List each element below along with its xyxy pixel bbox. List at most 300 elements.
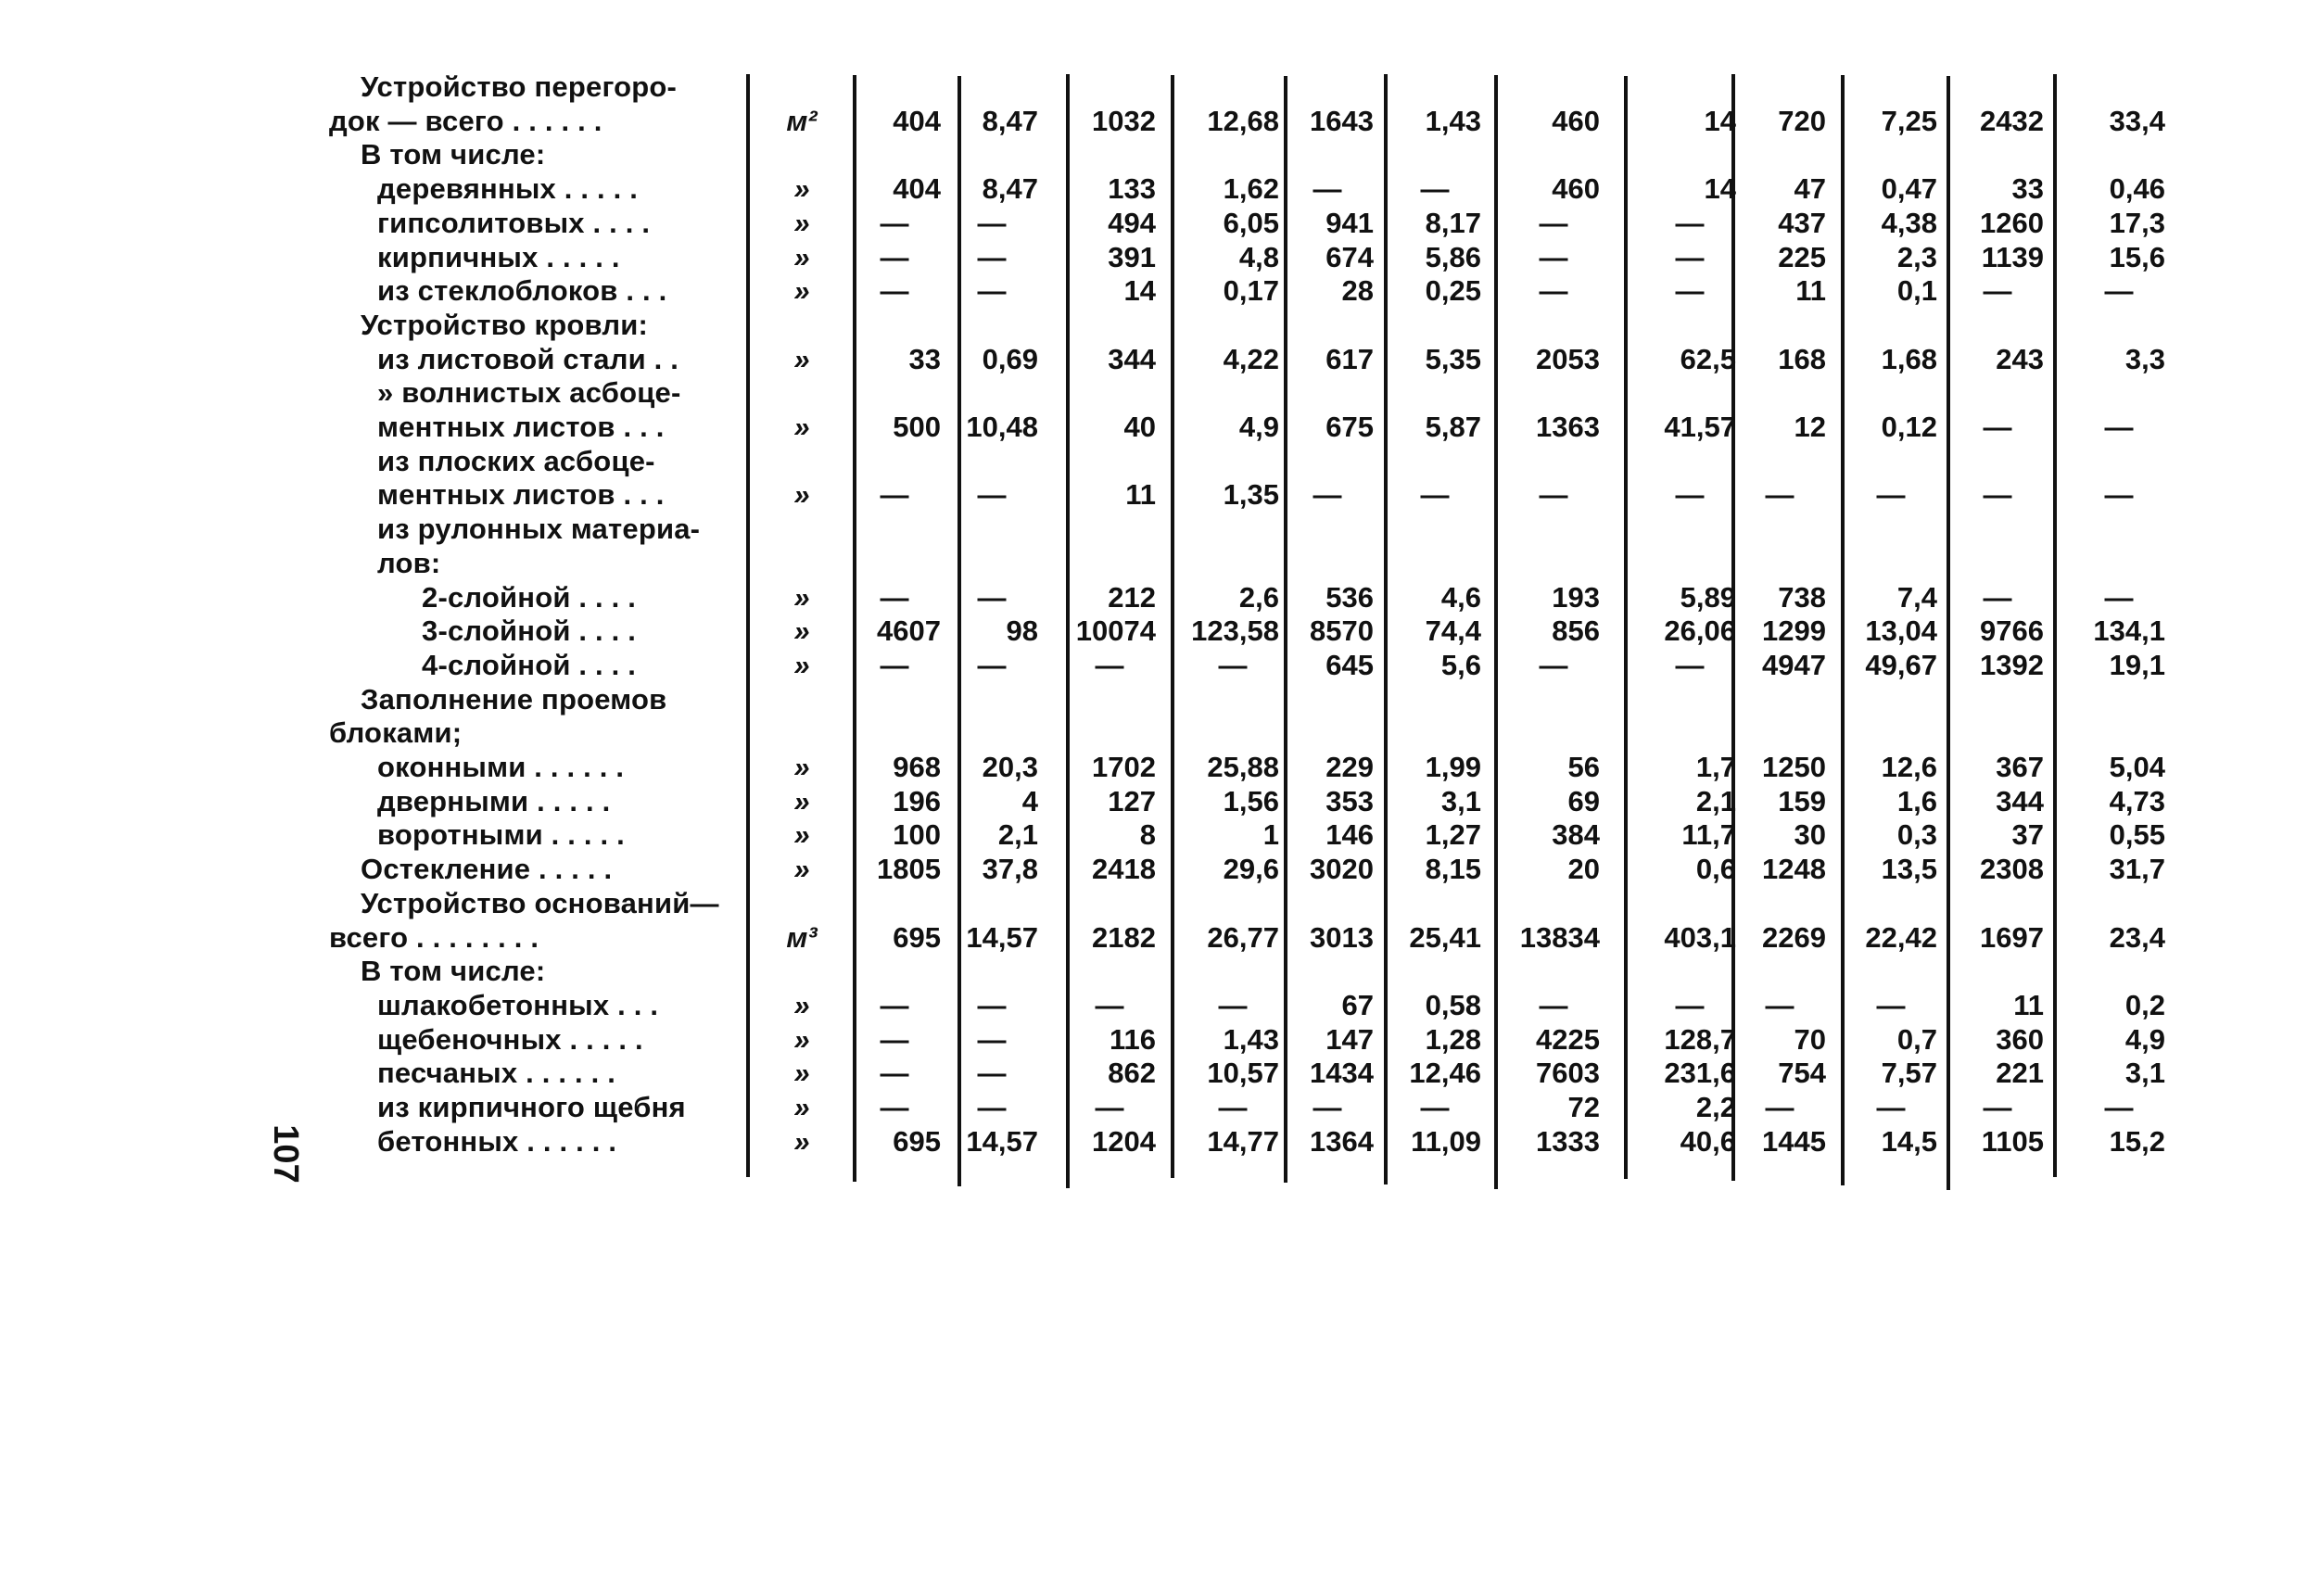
value-cell: 353 (1325, 784, 1374, 817)
value-cell: — (977, 1057, 1007, 1090)
value-cell: 231,6 (1664, 1057, 1736, 1090)
value-cell: 7603 (1536, 1057, 1600, 1090)
table-row (0, 478, 2308, 512)
value-cell: 30 (1794, 818, 1826, 852)
value-cell: — (1876, 1091, 1906, 1123)
value-cell: 14 (1123, 274, 1156, 308)
row-label: блоками; (329, 716, 463, 750)
value-cell: — (1218, 988, 1248, 1021)
value-cell: 56 (1567, 751, 1600, 783)
table-row (0, 887, 2308, 920)
unit-cell: » (793, 614, 810, 648)
value-cell: 5,86 (1425, 240, 1481, 273)
table-row (0, 241, 2308, 274)
value-cell: 1702 (1092, 751, 1156, 783)
value-cell: 2,3 (1896, 240, 1937, 273)
unit-cell: » (793, 818, 810, 852)
row-label: дверными . . . . . (377, 784, 611, 817)
value-cell: — (977, 1091, 1007, 1123)
value-cell: 13,04 (1865, 614, 1937, 648)
table-row (0, 989, 2308, 1022)
value-cell: 754 (1778, 1057, 1826, 1090)
value-cell: 5,6 (1440, 648, 1481, 681)
value-cell: 856 (1552, 614, 1600, 648)
row-label: Остекление . . . . . (361, 853, 613, 886)
value-cell: 72 (1567, 1091, 1600, 1123)
value-cell: 23,4 (2109, 920, 2165, 954)
value-cell: 0,58 (1425, 988, 1481, 1021)
value-cell: 47 (1794, 172, 1826, 206)
table-row (0, 1091, 2308, 1124)
value-cell: 1260 (1980, 206, 2044, 239)
value-cell: 25,41 (1409, 920, 1481, 954)
value-cell: 133 (1108, 172, 1156, 206)
value-cell: 12,46 (1409, 1057, 1481, 1090)
table-row (0, 445, 2308, 478)
value-cell: 15,6 (2109, 240, 2165, 273)
value-cell: 225 (1778, 240, 1826, 273)
value-cell: 13834 (1519, 920, 1600, 954)
value-cell: — (1983, 580, 2012, 614)
value-cell: 403,1 (1664, 920, 1736, 954)
value-cell: 11 (1795, 274, 1826, 308)
value-cell: 146 (1325, 818, 1374, 852)
table-row (0, 105, 2308, 138)
unit-cell: » (793, 784, 810, 817)
value-cell: 460 (1552, 104, 1600, 137)
unit-cell: » (793, 648, 810, 681)
value-cell: — (1095, 1091, 1124, 1123)
value-cell: 100 (893, 818, 941, 852)
value-cell: 13,5 (1881, 853, 1937, 886)
value-cell: — (1675, 988, 1705, 1021)
value-cell: 2,1 (1695, 784, 1736, 817)
value-cell: 0,55 (2109, 818, 2165, 852)
value-cell: 2269 (1762, 920, 1826, 954)
table-row (0, 955, 2308, 988)
value-cell: 29,6 (1223, 853, 1279, 886)
value-cell: — (2104, 411, 2134, 443)
row-label: лов: (377, 546, 441, 579)
value-cell: 0,69 (982, 342, 1038, 375)
row-label: из рулонных материа- (377, 513, 701, 546)
value-cell: 1805 (877, 853, 941, 886)
value-cell: 0,25 (1425, 274, 1481, 308)
row-label: Устройство оснований— (361, 886, 719, 919)
table-row (0, 309, 2308, 342)
value-cell: 123,58 (1191, 614, 1279, 648)
table-row (0, 343, 2308, 376)
value-cell: 384 (1552, 818, 1600, 852)
table-row (0, 1023, 2308, 1057)
value-cell: — (1095, 648, 1124, 681)
unit-cell: » (793, 751, 810, 783)
row-label: Устройство кровли: (361, 308, 649, 341)
value-cell: 1363 (1536, 411, 1600, 443)
value-cell: 8570 (1310, 614, 1374, 648)
value-cell: 7,4 (1896, 580, 1937, 614)
value-cell: 5,87 (1425, 411, 1481, 443)
value-cell: 2053 (1536, 342, 1600, 375)
value-cell: — (1876, 988, 1906, 1021)
unit-cell: » (793, 478, 810, 512)
value-cell: 26,77 (1207, 920, 1279, 954)
row-label: из листовой стали . . (377, 342, 679, 375)
row-label: деревянных . . . . . (377, 172, 639, 206)
value-cell: — (1675, 478, 1705, 512)
value-cell: 2182 (1092, 920, 1156, 954)
value-cell: 2418 (1092, 853, 1156, 886)
value-cell: — (2104, 478, 2134, 512)
value-cell: 494 (1108, 206, 1156, 239)
value-cell: — (2104, 1091, 2134, 1123)
value-cell: 720 (1778, 104, 1826, 137)
value-cell: — (1420, 1091, 1450, 1123)
row-label: кирпичных . . . . . (377, 240, 620, 273)
table-row (0, 751, 2308, 784)
value-cell: 2432 (1980, 104, 2044, 137)
value-cell: — (1539, 648, 1568, 681)
value-cell: — (880, 1057, 909, 1090)
value-cell: 2,1 (997, 818, 1038, 852)
row-label: Устройство перегоро- (361, 70, 678, 103)
value-cell: 20,3 (982, 751, 1038, 783)
table-row (0, 785, 2308, 818)
value-cell: 14,77 (1207, 1124, 1279, 1158)
value-cell: 116 (1109, 1022, 1156, 1056)
value-cell: 14,57 (966, 920, 1038, 954)
row-label: из стеклоблоков . . . (377, 274, 667, 308)
value-cell: 3013 (1310, 920, 1374, 954)
value-cell: 1434 (1310, 1057, 1374, 1090)
value-cell: 4607 (877, 614, 941, 648)
value-cell: 1105 (1981, 1124, 2044, 1158)
value-cell: 1,68 (1881, 342, 1937, 375)
value-cell: 4,22 (1223, 342, 1279, 375)
value-cell: 12,68 (1207, 104, 1279, 137)
value-cell: 0,1 (1896, 274, 1937, 308)
value-cell: 33 (908, 342, 941, 375)
value-cell: — (1983, 274, 2012, 308)
row-label: щебеночных . . . . . (377, 1022, 643, 1056)
value-cell: 2308 (1980, 853, 2044, 886)
row-label: 2-слойной . . . . (422, 580, 637, 614)
row-label: Заполнение проемов (361, 682, 667, 716)
value-cell: 1697 (1980, 920, 2044, 954)
value-cell: 4,8 (1238, 240, 1279, 273)
table-row (0, 1125, 2308, 1159)
value-cell: 500 (893, 411, 941, 443)
value-cell: — (1675, 274, 1705, 308)
value-cell: 11 (2013, 988, 2044, 1021)
value-cell: 14,5 (1881, 1124, 1937, 1158)
value-cell: 4,9 (1238, 411, 1279, 443)
value-cell: 7,57 (1881, 1057, 1937, 1090)
value-cell: 8,47 (982, 172, 1038, 206)
value-cell: 3020 (1310, 853, 1374, 886)
table-row (0, 1057, 2308, 1090)
value-cell: 645 (1325, 648, 1374, 681)
row-label: из плоских асбоце- (377, 444, 655, 477)
value-cell: 10,57 (1207, 1057, 1279, 1090)
value-cell: — (1675, 240, 1705, 273)
value-cell: — (977, 206, 1007, 239)
table-row (0, 649, 2308, 682)
value-cell: 6,05 (1223, 206, 1279, 239)
value-cell: 10,48 (966, 411, 1038, 443)
value-cell: 617 (1325, 342, 1374, 375)
value-cell: 1333 (1536, 1124, 1600, 1158)
value-cell: 4225 (1536, 1022, 1600, 1056)
value-cell: 1643 (1310, 104, 1374, 137)
value-cell: 31,7 (2109, 853, 2165, 886)
row-label: В том числе: (361, 955, 546, 988)
value-cell: — (977, 580, 1007, 614)
value-cell: — (880, 580, 909, 614)
value-cell: 0,17 (1223, 274, 1279, 308)
value-cell: — (1095, 988, 1124, 1021)
value-cell: — (977, 240, 1007, 273)
value-cell: 1,62 (1223, 172, 1279, 206)
row-label: В том числе: (361, 138, 546, 171)
value-cell: 14 (1704, 172, 1736, 206)
table-row (0, 513, 2308, 546)
value-cell: — (1218, 1091, 1248, 1123)
value-cell: 0,2 (2124, 988, 2165, 1021)
table-row (0, 274, 2308, 308)
table-row (0, 547, 2308, 580)
value-cell: 1 (1262, 818, 1279, 852)
value-cell: 212 (1108, 580, 1156, 614)
value-cell: 4 (1021, 784, 1038, 817)
table-row (0, 716, 2308, 750)
row-label: гипсолитовых . . . . (377, 206, 651, 239)
value-cell: 8 (1139, 818, 1156, 852)
value-cell: 33 (2011, 172, 2044, 206)
value-cell: — (1313, 478, 1342, 512)
value-cell: 2,6 (1238, 580, 1279, 614)
row-label: всего . . . . . . . . (329, 920, 539, 954)
value-cell: 1,27 (1425, 818, 1481, 852)
row-label: бетонных . . . . . . (377, 1124, 617, 1158)
row-label: шлакобетонных . . . (377, 988, 659, 1021)
value-cell: — (1420, 172, 1450, 206)
value-cell: 941 (1325, 206, 1374, 239)
value-cell: 344 (1108, 342, 1156, 375)
value-cell: 26,06 (1664, 614, 1736, 648)
unit-cell: » (793, 342, 810, 375)
value-cell: 1204 (1092, 1124, 1156, 1158)
value-cell: — (1983, 411, 2012, 443)
value-cell: 20 (1567, 853, 1600, 886)
value-cell: 0,3 (1896, 818, 1937, 852)
value-cell: 0,12 (1881, 411, 1937, 443)
value-cell: 67 (1341, 988, 1374, 1021)
value-cell: 738 (1778, 580, 1826, 614)
value-cell: 19,1 (2109, 648, 2165, 681)
unit-cell: » (793, 206, 810, 239)
value-cell: 1,43 (1223, 1022, 1279, 1056)
value-cell: — (1675, 648, 1705, 681)
table-row (0, 172, 2308, 206)
table-row (0, 70, 2308, 104)
row-label: 4-слойной . . . . (422, 648, 637, 681)
value-cell: 404 (893, 172, 941, 206)
value-cell: 134,1 (2093, 614, 2165, 648)
value-cell: 536 (1325, 580, 1374, 614)
unit-cell: » (793, 988, 810, 1021)
value-cell: 8,15 (1425, 853, 1481, 886)
value-cell: 1364 (1310, 1124, 1374, 1158)
unit-cell: м³ (786, 920, 818, 954)
value-cell: 62,5 (1680, 342, 1736, 375)
value-cell: — (1420, 478, 1450, 512)
table-row (0, 614, 2308, 648)
value-cell: — (1539, 478, 1568, 512)
value-cell: 1,6 (1896, 784, 1937, 817)
value-cell: 168 (1778, 342, 1826, 375)
value-cell: 0,7 (1896, 1022, 1937, 1056)
table-row (0, 376, 2308, 410)
value-cell: 229 (1325, 751, 1374, 783)
value-cell: 360 (1996, 1022, 2044, 1056)
value-cell: 11 (1125, 478, 1156, 512)
unit-cell: » (793, 1057, 810, 1090)
value-cell: — (977, 478, 1007, 512)
value-cell: 196 (893, 784, 941, 817)
row-label: док — всего . . . . . . (329, 104, 602, 137)
unit-cell: » (793, 411, 810, 443)
value-cell: 14,57 (966, 1124, 1038, 1158)
value-cell: 1,35 (1223, 478, 1279, 512)
value-cell: — (977, 1022, 1007, 1056)
value-cell: 12 (1794, 411, 1826, 443)
value-cell: 1,28 (1425, 1022, 1481, 1056)
value-cell: 437 (1778, 206, 1826, 239)
value-cell: — (1765, 478, 1794, 512)
value-cell: 391 (1108, 240, 1156, 273)
value-cell: — (977, 988, 1007, 1021)
value-cell: 243 (1996, 342, 2044, 375)
value-cell: 221 (1996, 1057, 2044, 1090)
table-row (0, 581, 2308, 614)
value-cell: 404 (893, 104, 941, 137)
value-cell: — (1313, 172, 1342, 206)
value-cell: 8,47 (982, 104, 1038, 137)
value-cell: 22,42 (1865, 920, 1937, 954)
value-cell: 674 (1325, 240, 1374, 273)
value-cell: 1032 (1092, 104, 1156, 137)
row-label: оконными . . . . . . (377, 751, 625, 783)
value-cell: 28 (1341, 274, 1374, 308)
value-cell: 9766 (1980, 614, 2044, 648)
value-cell: 344 (1996, 784, 2044, 817)
value-cell: 159 (1778, 784, 1826, 817)
row-label: воротными . . . . . (377, 818, 625, 852)
value-cell: 127 (1108, 784, 1156, 817)
table-row (0, 853, 2308, 886)
value-cell: 37,8 (982, 853, 1038, 886)
value-cell: 1299 (1762, 614, 1826, 648)
value-cell: — (2104, 580, 2134, 614)
value-cell: 70 (1794, 1022, 1826, 1056)
value-cell: — (880, 648, 909, 681)
unit-cell: » (793, 580, 810, 614)
value-cell: — (1876, 478, 1906, 512)
value-cell: — (1765, 988, 1794, 1021)
value-cell: — (977, 648, 1007, 681)
value-cell: 1250 (1762, 751, 1826, 783)
value-cell: 193 (1552, 580, 1600, 614)
value-cell: 14 (1704, 104, 1736, 137)
value-cell: 11,09 (1411, 1124, 1481, 1158)
value-cell: 1,99 (1425, 751, 1481, 783)
value-cell: — (1218, 648, 1248, 681)
value-cell: 5,35 (1425, 342, 1481, 375)
value-cell: — (880, 274, 909, 308)
value-cell: 1,56 (1223, 784, 1279, 817)
value-cell: 10074 (1075, 614, 1156, 648)
value-cell: — (880, 240, 909, 273)
value-cell: 5,89 (1680, 580, 1736, 614)
value-cell: — (880, 1091, 909, 1123)
value-cell: 4,9 (2124, 1022, 2165, 1056)
value-cell: 5,04 (2109, 751, 2165, 783)
table-row (0, 207, 2308, 240)
row-label: » волнистых асбоце- (377, 376, 681, 410)
value-cell: 0,47 (1881, 172, 1937, 206)
value-cell: 1,7 (1695, 751, 1736, 783)
value-cell: — (1539, 206, 1568, 239)
value-cell: 367 (1996, 751, 2044, 783)
unit-cell: » (793, 240, 810, 273)
value-cell: 25,88 (1207, 751, 1279, 783)
row-label: 3-слойной . . . . (422, 614, 637, 648)
value-cell: 695 (893, 1124, 941, 1158)
value-cell: — (1539, 274, 1568, 308)
unit-cell: м² (786, 104, 818, 137)
value-cell: — (880, 988, 909, 1021)
value-cell: — (880, 478, 909, 512)
value-cell: — (1983, 478, 2012, 512)
value-cell: 37 (2011, 818, 2044, 852)
value-cell: 33,4 (2109, 104, 2165, 137)
row-label: ментных листов . . . (377, 411, 665, 443)
unit-cell: » (793, 274, 810, 308)
value-cell: — (1539, 988, 1568, 1021)
value-cell: 0,6 (1695, 853, 1736, 886)
value-cell: 41,57 (1664, 411, 1736, 443)
value-cell: 1248 (1762, 853, 1826, 886)
unit-cell: » (793, 1091, 810, 1123)
value-cell: 40 (1123, 411, 1156, 443)
value-cell: — (880, 206, 909, 239)
value-cell: 11,7 (1681, 818, 1736, 852)
value-cell: 4,38 (1881, 206, 1937, 239)
table-row (0, 138, 2308, 171)
value-cell: — (880, 1022, 909, 1056)
value-cell: — (1765, 1091, 1794, 1123)
value-cell: — (977, 274, 1007, 308)
value-cell: 4,6 (1440, 580, 1481, 614)
value-cell: 4,73 (2109, 784, 2165, 817)
value-cell: — (1983, 1091, 2012, 1123)
table-row (0, 818, 2308, 852)
value-cell: — (1675, 206, 1705, 239)
value-cell: — (1539, 240, 1568, 273)
value-cell: — (1313, 1091, 1342, 1123)
value-cell: 0,46 (2109, 172, 2165, 206)
